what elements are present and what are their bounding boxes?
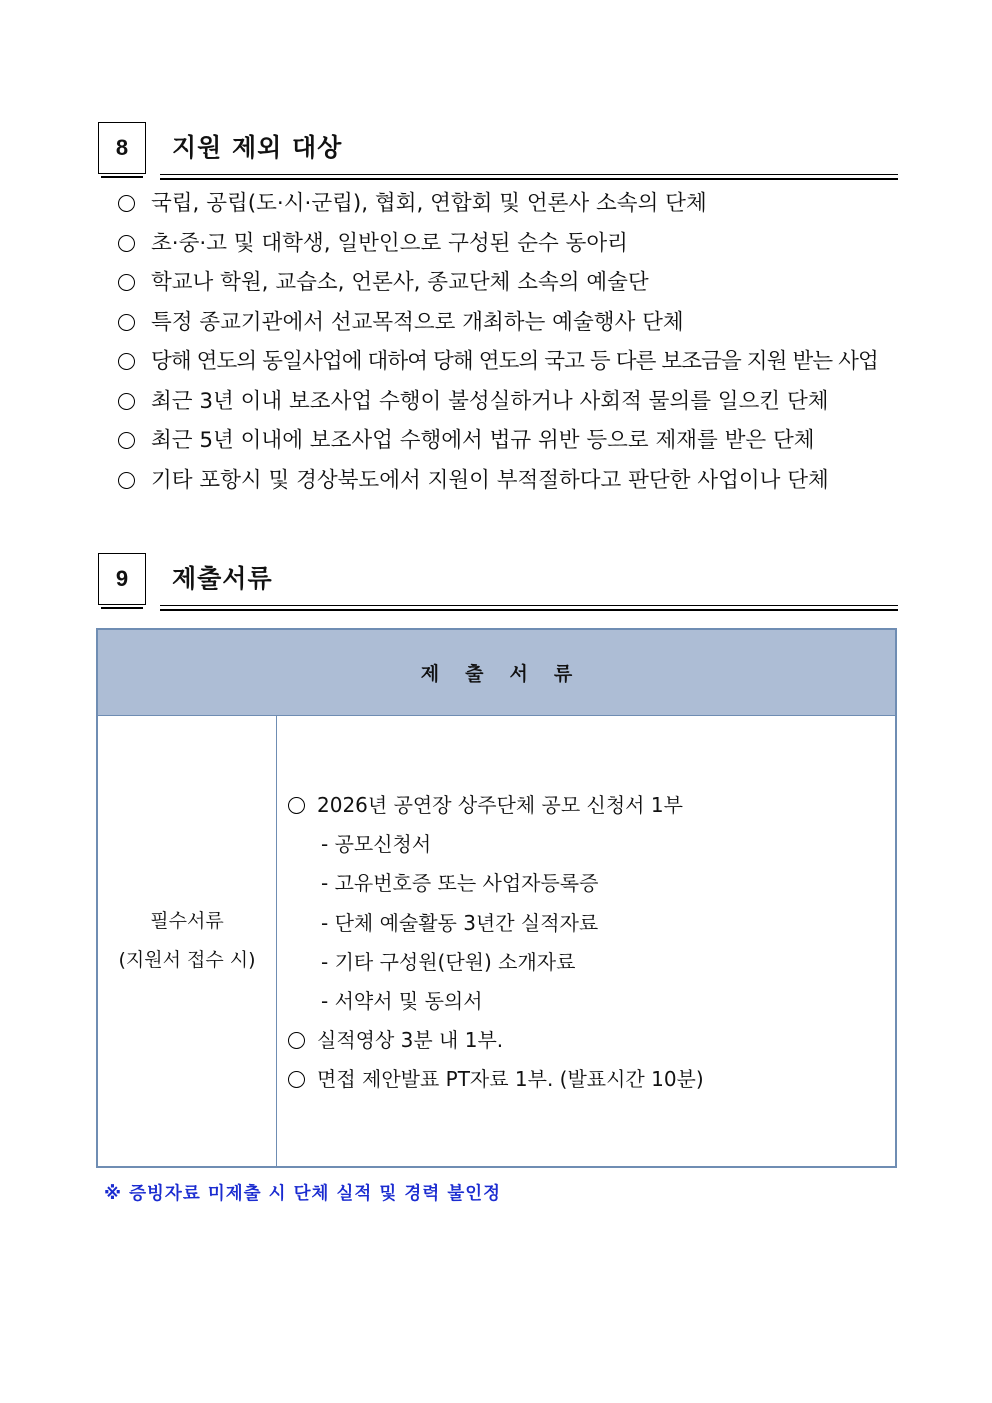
- section-9-header: [98, 553, 898, 611]
- circle-bullet-icon: [118, 235, 135, 252]
- list-item: [118, 382, 878, 422]
- circle-bullet-icon: [288, 797, 305, 814]
- section-number-box: 8: [98, 122, 146, 174]
- documents-table: [96, 628, 897, 1168]
- list-item-text: 특정 종교기관에서 선교목적으로 개최하는 예술행사 단체: [151, 309, 684, 335]
- list-item: [118, 224, 878, 264]
- document-subitem: - 고유번호증 또는 사업자등록증: [321, 871, 599, 896]
- divider: [160, 605, 898, 606]
- divider: [160, 609, 898, 611]
- circle-bullet-icon: [288, 1071, 305, 1088]
- list-item-text: 국립, 공립(도·시·군립), 협회, 연합회 및 언론사 소속의 단체: [151, 191, 707, 216]
- section-number-box: 9: [98, 553, 146, 605]
- category-sublabel: (지원서 접수 시): [118, 949, 256, 971]
- section-8-header: [98, 122, 898, 180]
- list-item: [118, 421, 878, 461]
- table-header: 제출서류: [98, 630, 895, 716]
- list-item-text: 최근 3년 이내 보조사업 수행이 불성실하거나 사회적 물의를 일으킨 단체: [151, 388, 829, 414]
- list-item: [118, 263, 878, 303]
- list-item: [118, 303, 878, 343]
- document-subitem: - 기타 구성원(단원) 소개자료: [321, 949, 576, 974]
- document-item-text: 2026년 공연장 상주단체 공모 신청서 1부: [317, 793, 683, 817]
- table-category-cell: [98, 716, 277, 1166]
- document-subitem: - 공모신청서: [321, 832, 432, 857]
- circle-bullet-icon: [118, 353, 135, 370]
- document-subitem: - 서약서 및 동의서: [321, 988, 483, 1013]
- section-title: 지원 제외 대상: [172, 133, 343, 162]
- document-item: [288, 786, 704, 825]
- list-item: [118, 184, 878, 224]
- circle-bullet-icon: [118, 472, 135, 489]
- circle-bullet-icon: [118, 274, 135, 291]
- circle-bullet-icon: [288, 1032, 305, 1049]
- document-item-text: 실적영상 3분 내 1부.: [317, 1028, 504, 1053]
- list-item: [118, 342, 878, 382]
- list-item-text: 당해 연도의 동일사업에 대하여 당해 연도의 국고 등 다른 보조금을 지원 받는 사업: [151, 349, 878, 374]
- table-content-cell: [288, 786, 704, 1100]
- document-item-text: 면접 제안발표 PT자료 1부. (발표시간 10분): [317, 1067, 704, 1092]
- section-title: 제출서류: [172, 564, 273, 593]
- category-label: 필수서류: [150, 910, 224, 932]
- circle-bullet-icon: [118, 393, 135, 410]
- circle-bullet-icon: [118, 195, 135, 212]
- circle-bullet-icon: [118, 432, 135, 449]
- list-item-text: 초·중·고 및 대학생, 일반인으로 구성된 순수 동아리: [151, 230, 628, 256]
- list-item: [118, 461, 878, 501]
- circle-bullet-icon: [118, 314, 135, 331]
- document-item: [288, 1021, 704, 1060]
- list-item-text: 기타 포항시 및 경상북도에서 지원이 부적절하다고 판단한 사업이나 단체: [151, 467, 829, 493]
- list-item-text: 학교나 학원, 교습소, 언론사, 종교단체 소속의 예술단: [151, 270, 649, 295]
- list-item-text: 최근 5년 이내에 보조사업 수행에서 법규 위반 등으로 제재를 받은 단체: [151, 428, 815, 453]
- divider: [160, 178, 898, 180]
- divider: [160, 174, 898, 175]
- footnote: ※ 증빙자료 미제출 시 단체 실적 및 경력 불인정: [104, 1184, 502, 1204]
- document-item: [288, 1060, 704, 1099]
- document-subitem: - 단체 예술활동 3년간 실적자료: [321, 910, 599, 935]
- exclusion-list: [118, 184, 878, 500]
